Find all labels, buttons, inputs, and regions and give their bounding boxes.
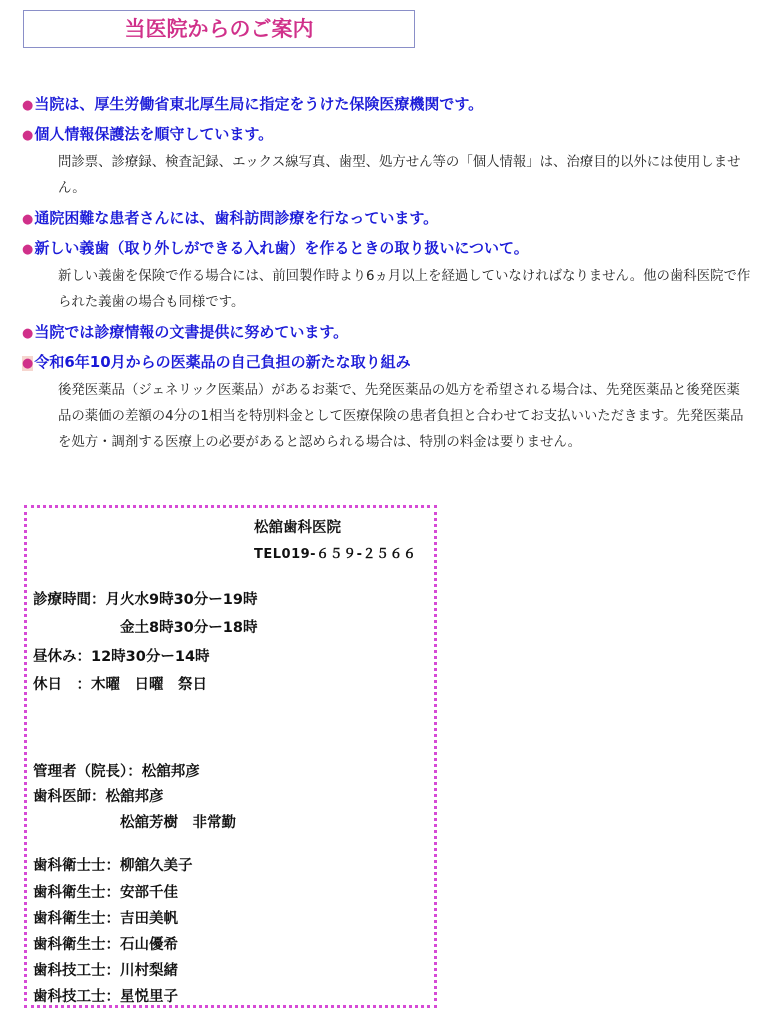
bullet-icon: ● [22,128,34,143]
notice-list [22,90,752,458]
title-box [23,10,415,48]
staff-item: 歯科衛士士：柳舘久美子 [33,858,193,874]
clinic-info-box [24,505,437,1008]
bullet-icon: ● [22,326,34,341]
bullet-icon: ● [22,212,34,227]
manager: 管理者（院長）：松舘邦彦 [33,764,200,780]
staff-item: 歯科技工士：星悦里子 [33,989,178,1005]
notice-heading [22,234,752,264]
notice-body: 新しい義歯を保険で作る場合には、前回製作時より6ヵ月以上を経過していなければなりません。他の歯科医院で作られた義歯の場合も同様です。 [58,269,751,310]
notice-heading-text: 新しい義歯（取り外しができる入れ歯）を作るときの取り扱いについて。 [34,239,529,257]
holidays: 休日 ：木曜 日曜 祭日 [33,677,207,693]
notice-item [22,204,752,234]
notice-heading-text: 令和6年10月からの医薬品の自己負担の新たな取り組み [34,353,411,371]
notice-heading-text: 通院困難な患者さんには、歯科訪問診療を行なっています。 [34,209,439,227]
notice-item [22,318,752,348]
notice-item [22,120,752,202]
notice-heading [22,348,752,378]
notice-item [22,348,752,456]
notice-body: 問診票、診療録、検査記録、エックス線写真、歯型、処方せん等の「個人情報」は、治療目的以外には使用しません。 [58,155,741,196]
notice-heading-text: 当院は、厚生労働省東北厚生局に指定をうけた保険医療機関です。 [34,95,484,113]
clinic-name: 松舘歯科医院 [254,520,341,536]
dentist-1: 歯科医師：松舘邦彦 [33,789,164,805]
notice-heading [22,204,752,234]
notice-heading-text: 個人情報保護法を順守しています。 [34,125,274,143]
staff-item: 歯科衛生士：石山優希 [33,937,178,953]
page-title: 当医院からのご案内 [124,16,314,41]
notice-heading [22,90,752,120]
clinic-tel: TEL019-６５９-２５６６ [254,547,417,562]
bullet-icon: ● [22,242,34,257]
staff-item: 歯科技工士：川村梨緒 [33,963,178,979]
hours-line-1: 診療時間：月火水9時30分ー19時 [33,592,258,608]
dentist-2: 松舘芳樹 非常勤 [120,815,236,831]
notice-item [22,90,752,120]
bullet-icon: ● [22,98,34,113]
staff-item: 歯科衛生士：安部千佳 [33,885,178,901]
notice-heading [22,318,752,348]
hours-line-2: 金土8時30分ー18時 [120,620,258,636]
notice-heading-text: 当院では診療情報の文書提供に努めています。 [34,323,349,341]
notice-heading [22,120,752,150]
staff-item: 歯科衛生士：吉田美帆 [33,911,178,927]
notice-body: 後発医薬品（ジェネリック医薬品）があるお薬で、先発医薬品の処方を希望される場合は、先発医薬品と後発医薬品の薬価の差額の4分の1相当を特別料金として医療保険の患者負担と合わせてお支払いいただきます。先発医薬品を処方・調剤する医療上の必要があると認められる場合は、特別の料金は要りません。 [58,383,744,450]
bullet-icon: ● [22,356,34,371]
lunch-break: 昼休み：12時30分ー14時 [33,649,210,665]
notice-item [22,234,752,316]
